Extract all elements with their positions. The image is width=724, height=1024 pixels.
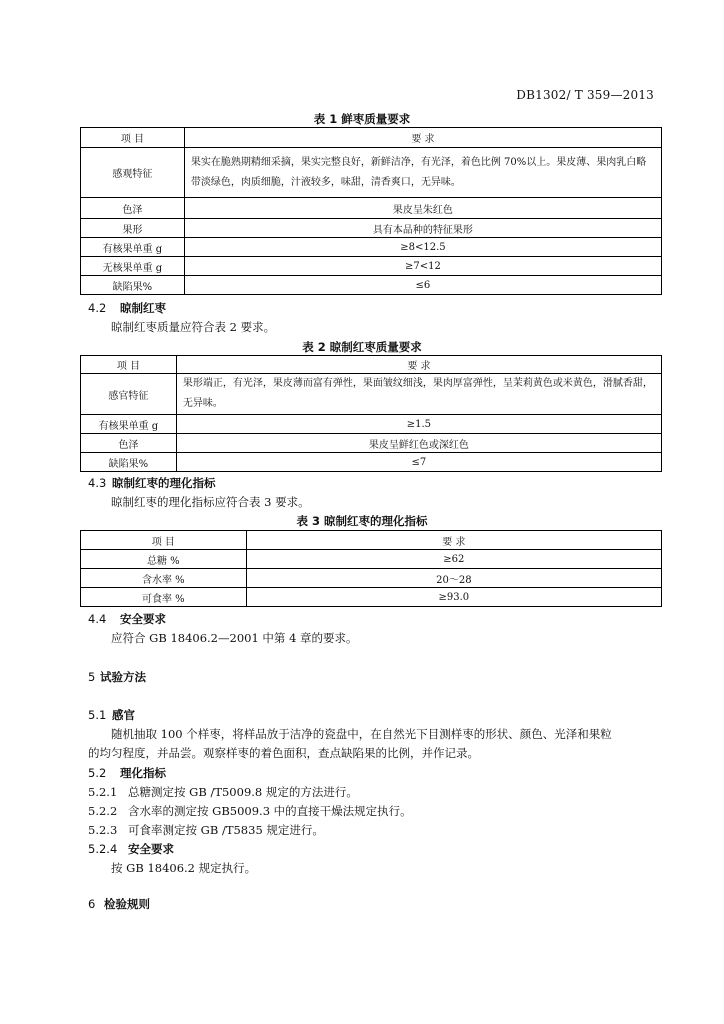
table-header-row bbox=[81, 128, 662, 148]
table1-title: 表 1 鲜枣质量要求 bbox=[313, 112, 411, 126]
section-5-2-2: 5.2.2 含水率的测定按 GB5009.3 中的直接干燥法规定执行。 bbox=[88, 804, 412, 818]
table-row bbox=[81, 257, 662, 276]
table-header-row bbox=[81, 531, 662, 550]
table2 bbox=[80, 355, 662, 472]
table-row bbox=[81, 198, 662, 219]
table-row bbox=[81, 374, 662, 415]
table-cell: 色泽 bbox=[81, 198, 185, 219]
table-header-cell: 要 求 bbox=[184, 128, 661, 148]
table-cell: ≥62 bbox=[246, 550, 661, 569]
table-cell: ≥8<12.5 bbox=[184, 238, 661, 257]
table-row bbox=[81, 238, 662, 257]
table-row bbox=[81, 276, 662, 295]
section-6-heading: 6 检验规则 bbox=[88, 897, 150, 911]
section-4-4-heading: 4.4 安全要求 bbox=[88, 612, 166, 626]
table-cell: 果形端正，有光泽，果皮薄而富有弹性，果面皱纹细浅，果肉厚富弹性，呈茉莉黄色或米黄色，滑腻香甜，无异味。 bbox=[176, 374, 661, 415]
section-4-4-text: 应符合 GB 18406.2—2001 中第 4 章的要求。 bbox=[111, 631, 358, 645]
section-5-1-text-line1: 随机抽取 100 个样枣，将样品放于洁净的瓷盘中，在自然光下目测样枣的形状、颜色、光泽和果粒 bbox=[111, 727, 612, 741]
table-cell: ≥93.0 bbox=[246, 588, 661, 607]
table-cell: 总糖 % bbox=[81, 550, 247, 569]
table-cell: ≥1.5 bbox=[176, 415, 661, 434]
section-5-1-text-line2: 的均匀程度，并品尝。观察样枣的着色面积，查点缺陷果的比例，并作记录。 bbox=[88, 746, 479, 760]
table-header-cell: 项 目 bbox=[81, 531, 247, 550]
table-row bbox=[81, 569, 662, 588]
section-5-2-4-heading: 5.2.4 安全要求 bbox=[88, 842, 174, 856]
document-code: DB1302/ T 359—2013 bbox=[516, 88, 654, 102]
table-cell: 有核果单重 g bbox=[81, 238, 185, 257]
table2-title: 表 2 晾制红枣质量要求 bbox=[302, 340, 422, 354]
table-cell: 果皮呈朱红色 bbox=[184, 198, 661, 219]
table-row bbox=[81, 415, 662, 434]
section-5-2-3: 5.2.3 可食率测定按 GB /T5835 规定进行。 bbox=[88, 823, 324, 837]
table-cell: 果皮呈鲜红色或深红色 bbox=[176, 434, 661, 453]
table-header-row bbox=[81, 356, 662, 374]
table-cell: 感观特征 bbox=[81, 148, 185, 198]
table-row bbox=[81, 453, 662, 472]
table-cell: ≥7<12 bbox=[184, 257, 661, 276]
table-cell: ≤7 bbox=[176, 453, 661, 472]
section-5-2-heading: 5.2 理化指标 bbox=[88, 766, 166, 780]
table-cell: 具有本品种的特征果形 bbox=[184, 219, 661, 238]
section-4-3-heading: 4.3 晾制红枣的理化指标 bbox=[88, 476, 216, 490]
table-cell: ≤6 bbox=[184, 276, 661, 295]
table-header-cell: 项 目 bbox=[81, 128, 185, 148]
table-cell: 缺陷果% bbox=[81, 276, 185, 295]
table3 bbox=[80, 530, 662, 607]
table-cell: 20～28 bbox=[246, 569, 661, 588]
table-cell: 无核果单重 g bbox=[81, 257, 185, 276]
table-cell: 感官特征 bbox=[81, 374, 177, 415]
table-header-cell: 项 目 bbox=[81, 356, 177, 374]
section-4-3-text: 晾制红枣的理化指标应符合表 3 要求。 bbox=[111, 495, 310, 509]
table1 bbox=[80, 127, 662, 295]
table-row bbox=[81, 588, 662, 607]
table-cell: 可食率 % bbox=[81, 588, 247, 607]
table-row bbox=[81, 550, 662, 569]
table-header-cell: 要 求 bbox=[246, 531, 661, 550]
table-cell: 含水率 % bbox=[81, 569, 247, 588]
table3-title: 表 3 晾制红枣的理化指标 bbox=[296, 514, 428, 528]
table-cell: 果形 bbox=[81, 219, 185, 238]
table-cell: 有核果单重 g bbox=[81, 415, 177, 434]
section-5-2-4-text: 按 GB 18406.2 规定执行。 bbox=[111, 861, 257, 875]
table-row bbox=[81, 434, 662, 453]
table-cell: 缺陷果% bbox=[81, 453, 177, 472]
table-cell: 果实在脆熟期精细采摘，果实完整良好，新鲜洁净，有光泽，着色比例 70%以上。果皮薄、果肉乳白略带淡绿色，肉质细脆，汁液较多，味甜，清香爽口，无异味。 bbox=[184, 148, 661, 198]
section-5-heading: 5 试验方法 bbox=[88, 670, 146, 684]
section-5-2-1: 5.2.1 总糖测定按 GB /T5009.8 规定的方法进行。 bbox=[88, 785, 358, 799]
table-row bbox=[81, 219, 662, 238]
section-4-2-text: 晾制红枣质量应符合表 2 要求。 bbox=[111, 320, 276, 334]
table-row bbox=[81, 148, 662, 198]
table-header-cell: 要 求 bbox=[176, 356, 661, 374]
section-5-1-heading: 5.1 感官 bbox=[88, 708, 135, 722]
section-4-2-heading: 4.2 晾制红枣 bbox=[88, 301, 166, 315]
table-cell: 色泽 bbox=[81, 434, 177, 453]
